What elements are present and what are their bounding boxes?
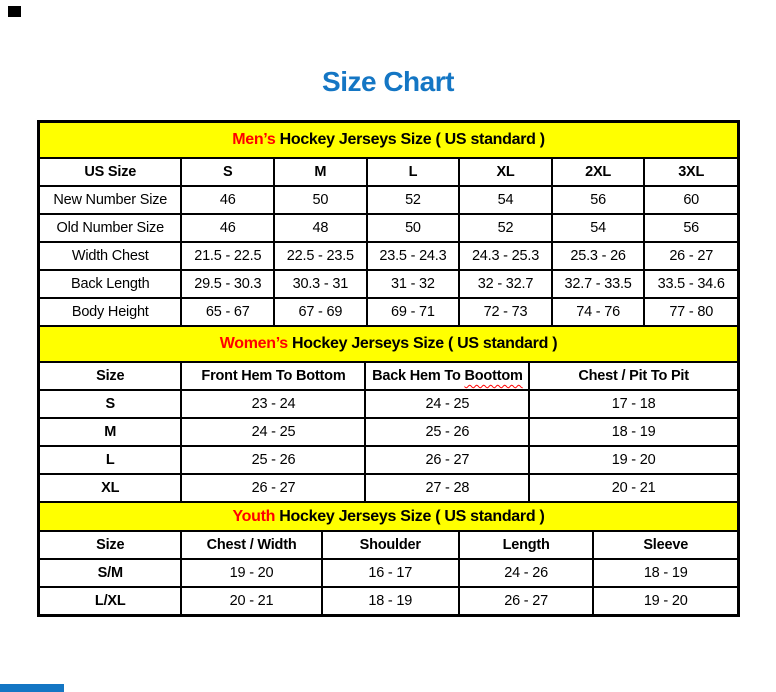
- cell: 26 - 27: [644, 242, 737, 270]
- cell: 56: [644, 214, 737, 242]
- page-title: Size Chart: [322, 66, 454, 97]
- row-label: Width Chest: [40, 242, 181, 270]
- cell: 52: [367, 186, 460, 214]
- cell: 25 - 26: [181, 446, 365, 474]
- row-label: L/XL: [40, 587, 181, 614]
- cell: 54: [459, 186, 552, 214]
- cell: 46: [181, 214, 274, 242]
- womens-header-row: [40, 362, 737, 390]
- cell: 27 - 28: [365, 474, 529, 502]
- cell: 19 - 20: [529, 446, 737, 474]
- table-row: [40, 298, 737, 326]
- cell: 65 - 67: [181, 298, 274, 326]
- youth-title-prefix: Youth: [232, 507, 276, 525]
- header-cell: Front Hem To Bottom: [181, 362, 365, 390]
- youth-title-rest: Hockey Jerseys Size ( US standard ): [279, 507, 545, 525]
- header-cell: S: [181, 158, 274, 186]
- cell: 16 - 17: [322, 559, 459, 587]
- cell: 19 - 20: [181, 559, 321, 587]
- cell: 17 - 18: [529, 390, 737, 418]
- cell: 24 - 25: [181, 418, 365, 446]
- table-row: [40, 418, 737, 446]
- stray-mark-top-left: [8, 6, 21, 17]
- cell: 24 - 26: [459, 559, 594, 587]
- header-cell: Chest / Pit To Pit: [529, 362, 737, 390]
- header-cell: Size: [40, 531, 181, 559]
- mens-title-prefix: Men’s: [232, 131, 276, 148]
- row-label: S/M: [40, 559, 181, 587]
- cell: 77 - 80: [644, 298, 737, 326]
- cell: 20 - 21: [529, 474, 737, 502]
- table-row: [40, 390, 737, 418]
- header-cell: M: [274, 158, 367, 186]
- table-row: [40, 474, 737, 502]
- youth-header-row: [40, 531, 737, 559]
- cell: 25 - 26: [365, 418, 529, 446]
- table-row: [40, 587, 737, 614]
- womens-section-title: [40, 327, 737, 362]
- table-row: [40, 446, 737, 474]
- header-cell: US Size: [40, 158, 181, 186]
- header-cell: 2XL: [552, 158, 645, 186]
- header-cell: Chest / Width: [181, 531, 321, 559]
- header-cell: XL: [459, 158, 552, 186]
- row-label: XL: [40, 474, 181, 502]
- cell: 32.7 - 33.5: [552, 270, 645, 298]
- size-chart-container: [37, 120, 740, 617]
- row-label: M: [40, 418, 181, 446]
- youth-size-table: [40, 503, 737, 614]
- row-label: L: [40, 446, 181, 474]
- womens-section-band: [40, 327, 737, 362]
- row-label: Old Number Size: [40, 214, 181, 242]
- cell: 18 - 19: [529, 418, 737, 446]
- mens-section-title: [40, 123, 737, 158]
- cell: 30.3 - 31: [274, 270, 367, 298]
- cell: 50: [274, 186, 367, 214]
- misspelled-word: Boottom: [464, 368, 523, 384]
- table-row: [40, 186, 737, 214]
- table-row: [40, 214, 737, 242]
- cell: 33.5 - 34.6: [644, 270, 737, 298]
- cell: 67 - 69: [274, 298, 367, 326]
- cell: 74 - 76: [552, 298, 645, 326]
- cell: 23.5 - 24.3: [367, 242, 460, 270]
- header-cell: L: [367, 158, 460, 186]
- cell: 18 - 19: [322, 587, 459, 614]
- cell: 23 - 24: [181, 390, 365, 418]
- header-cell: Size: [40, 362, 181, 390]
- cell: 50: [367, 214, 460, 242]
- row-label: New Number Size: [40, 186, 181, 214]
- cell: 69 - 71: [367, 298, 460, 326]
- cell: 72 - 73: [459, 298, 552, 326]
- mens-size-table: [40, 123, 737, 327]
- cell: 56: [552, 186, 645, 214]
- mens-title-rest: Hockey Jerseys Size ( US standard ): [279, 131, 545, 148]
- cell: 52: [459, 214, 552, 242]
- header-cell: 3XL: [644, 158, 737, 186]
- cell: 24.3 - 25.3: [459, 242, 552, 270]
- cell: 26 - 27: [459, 587, 594, 614]
- cell: 32 - 32.7: [459, 270, 552, 298]
- cell: 48: [274, 214, 367, 242]
- cell: 26 - 27: [181, 474, 365, 502]
- cell: 24 - 25: [365, 390, 529, 418]
- cell: 22.5 - 23.5: [274, 242, 367, 270]
- table-row: [40, 270, 737, 298]
- header-cell: Sleeve: [593, 531, 737, 559]
- youth-section-title: [40, 503, 737, 531]
- row-label: Body Height: [40, 298, 181, 326]
- cell: 21.5 - 22.5: [181, 242, 274, 270]
- womens-size-table: [40, 327, 737, 503]
- cell: 18 - 19: [593, 559, 737, 587]
- cell: 54: [552, 214, 645, 242]
- header-cell: Length: [459, 531, 594, 559]
- cell: 31 - 32: [367, 270, 460, 298]
- cell: 29.5 - 30.3: [181, 270, 274, 298]
- cell: 19 - 20: [593, 587, 737, 614]
- cell: 25.3 - 26: [552, 242, 645, 270]
- mens-header-row: [40, 158, 737, 186]
- womens-title-rest: Hockey Jerseys Size ( US standard ): [292, 335, 558, 352]
- row-label: Back Length: [40, 270, 181, 298]
- womens-title-prefix: Women’s: [219, 335, 288, 352]
- mens-section-band: [40, 123, 737, 158]
- stray-bar-bottom-left: [0, 684, 64, 692]
- table-row: [40, 559, 737, 587]
- youth-section-band: [40, 503, 737, 531]
- row-label: S: [40, 390, 181, 418]
- cell: 26 - 27: [365, 446, 529, 474]
- cell: 20 - 21: [181, 587, 321, 614]
- cell: 60: [644, 186, 737, 214]
- table-row: [40, 242, 737, 270]
- header-cell: Shoulder: [322, 531, 459, 559]
- cell: 46: [181, 186, 274, 214]
- header-text: Back Hem To: [372, 368, 465, 384]
- header-cell-misspelled: [365, 362, 529, 390]
